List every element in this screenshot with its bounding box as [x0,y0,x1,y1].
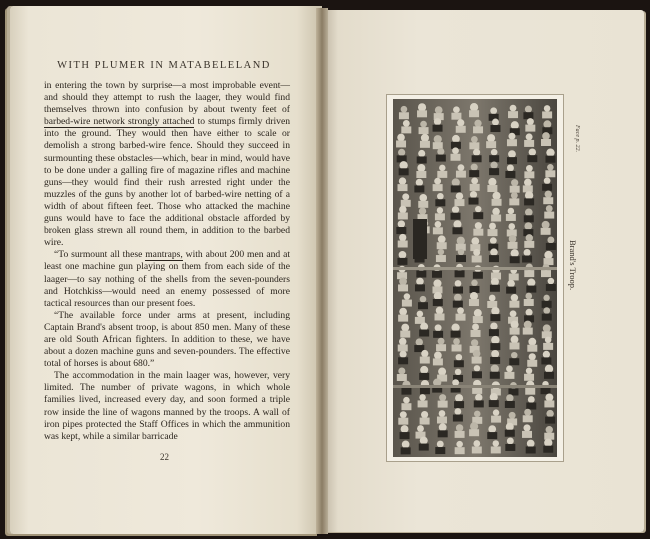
running-head: WITH PLUMER IN MATABELELAND [57,60,271,71]
paragraph-2: “To surmount all these mantraps, with about 200 men and at least one machine gun playing on them from each side of the laager—to say nothing of the shells from the seven-pounders and Hotchkiss—would need an enemy possessed of more tactical resources than our present foes. [44,249,290,309]
body-text [44,80,290,443]
photo-plate [386,94,564,462]
paragraph-4: The accommodation in the main laager was, however, very limited. The number of private wagons, in which whole families lived, increased every day, and soon formed a triple row inside the line of wagons manned by the troops. A wall of iron pipes protected the Staff Offices in which the ammunition was kept, while a similar barricade [44,370,290,442]
troop-photo-image [393,99,557,457]
troop-photograph [393,99,557,457]
paragraph-1: in entering the town by surprise—a most improbable event—and should they attempt to rush the laager, they would find themselves thrown into confusion by about twenty feet of barbed-wire network strongly attached to stumps firmly driven into the ground. They would then have either to scale or demolish a strong barbed-wire fence. Should they succeed in surmounting these obstacles—which, bear in mind, would have to be done under a galling fire of magazine rifles and machine guns—they would find their rush arrested right under the muzzles of the guns by another lot of barbed-wire netting of a width of about fifteen feet. Those who attacked the machine guns would have to face the additional obstacle afforded by broken glass strewn all round them, in addition to the barbed wire. [44,80,291,249]
plate-facing-note: Face p. 22. [574,125,580,152]
book-gutter [316,8,328,534]
page-number: 22 [160,452,169,462]
plate-caption: Brand's Troop. [568,240,578,291]
underlined-word: mantraps, [145,249,183,261]
underlined-phrase: barbed-wire network strongly attached [44,116,195,128]
paragraph-3: “The available force under arms at present, including Captain Brand's absent troop, is about 850 men. Many of these are old South African fighters. In addition to these, we have about a dozen machine guns and seven-pounders. The effective total of horses is about 680.” [44,309,290,370]
